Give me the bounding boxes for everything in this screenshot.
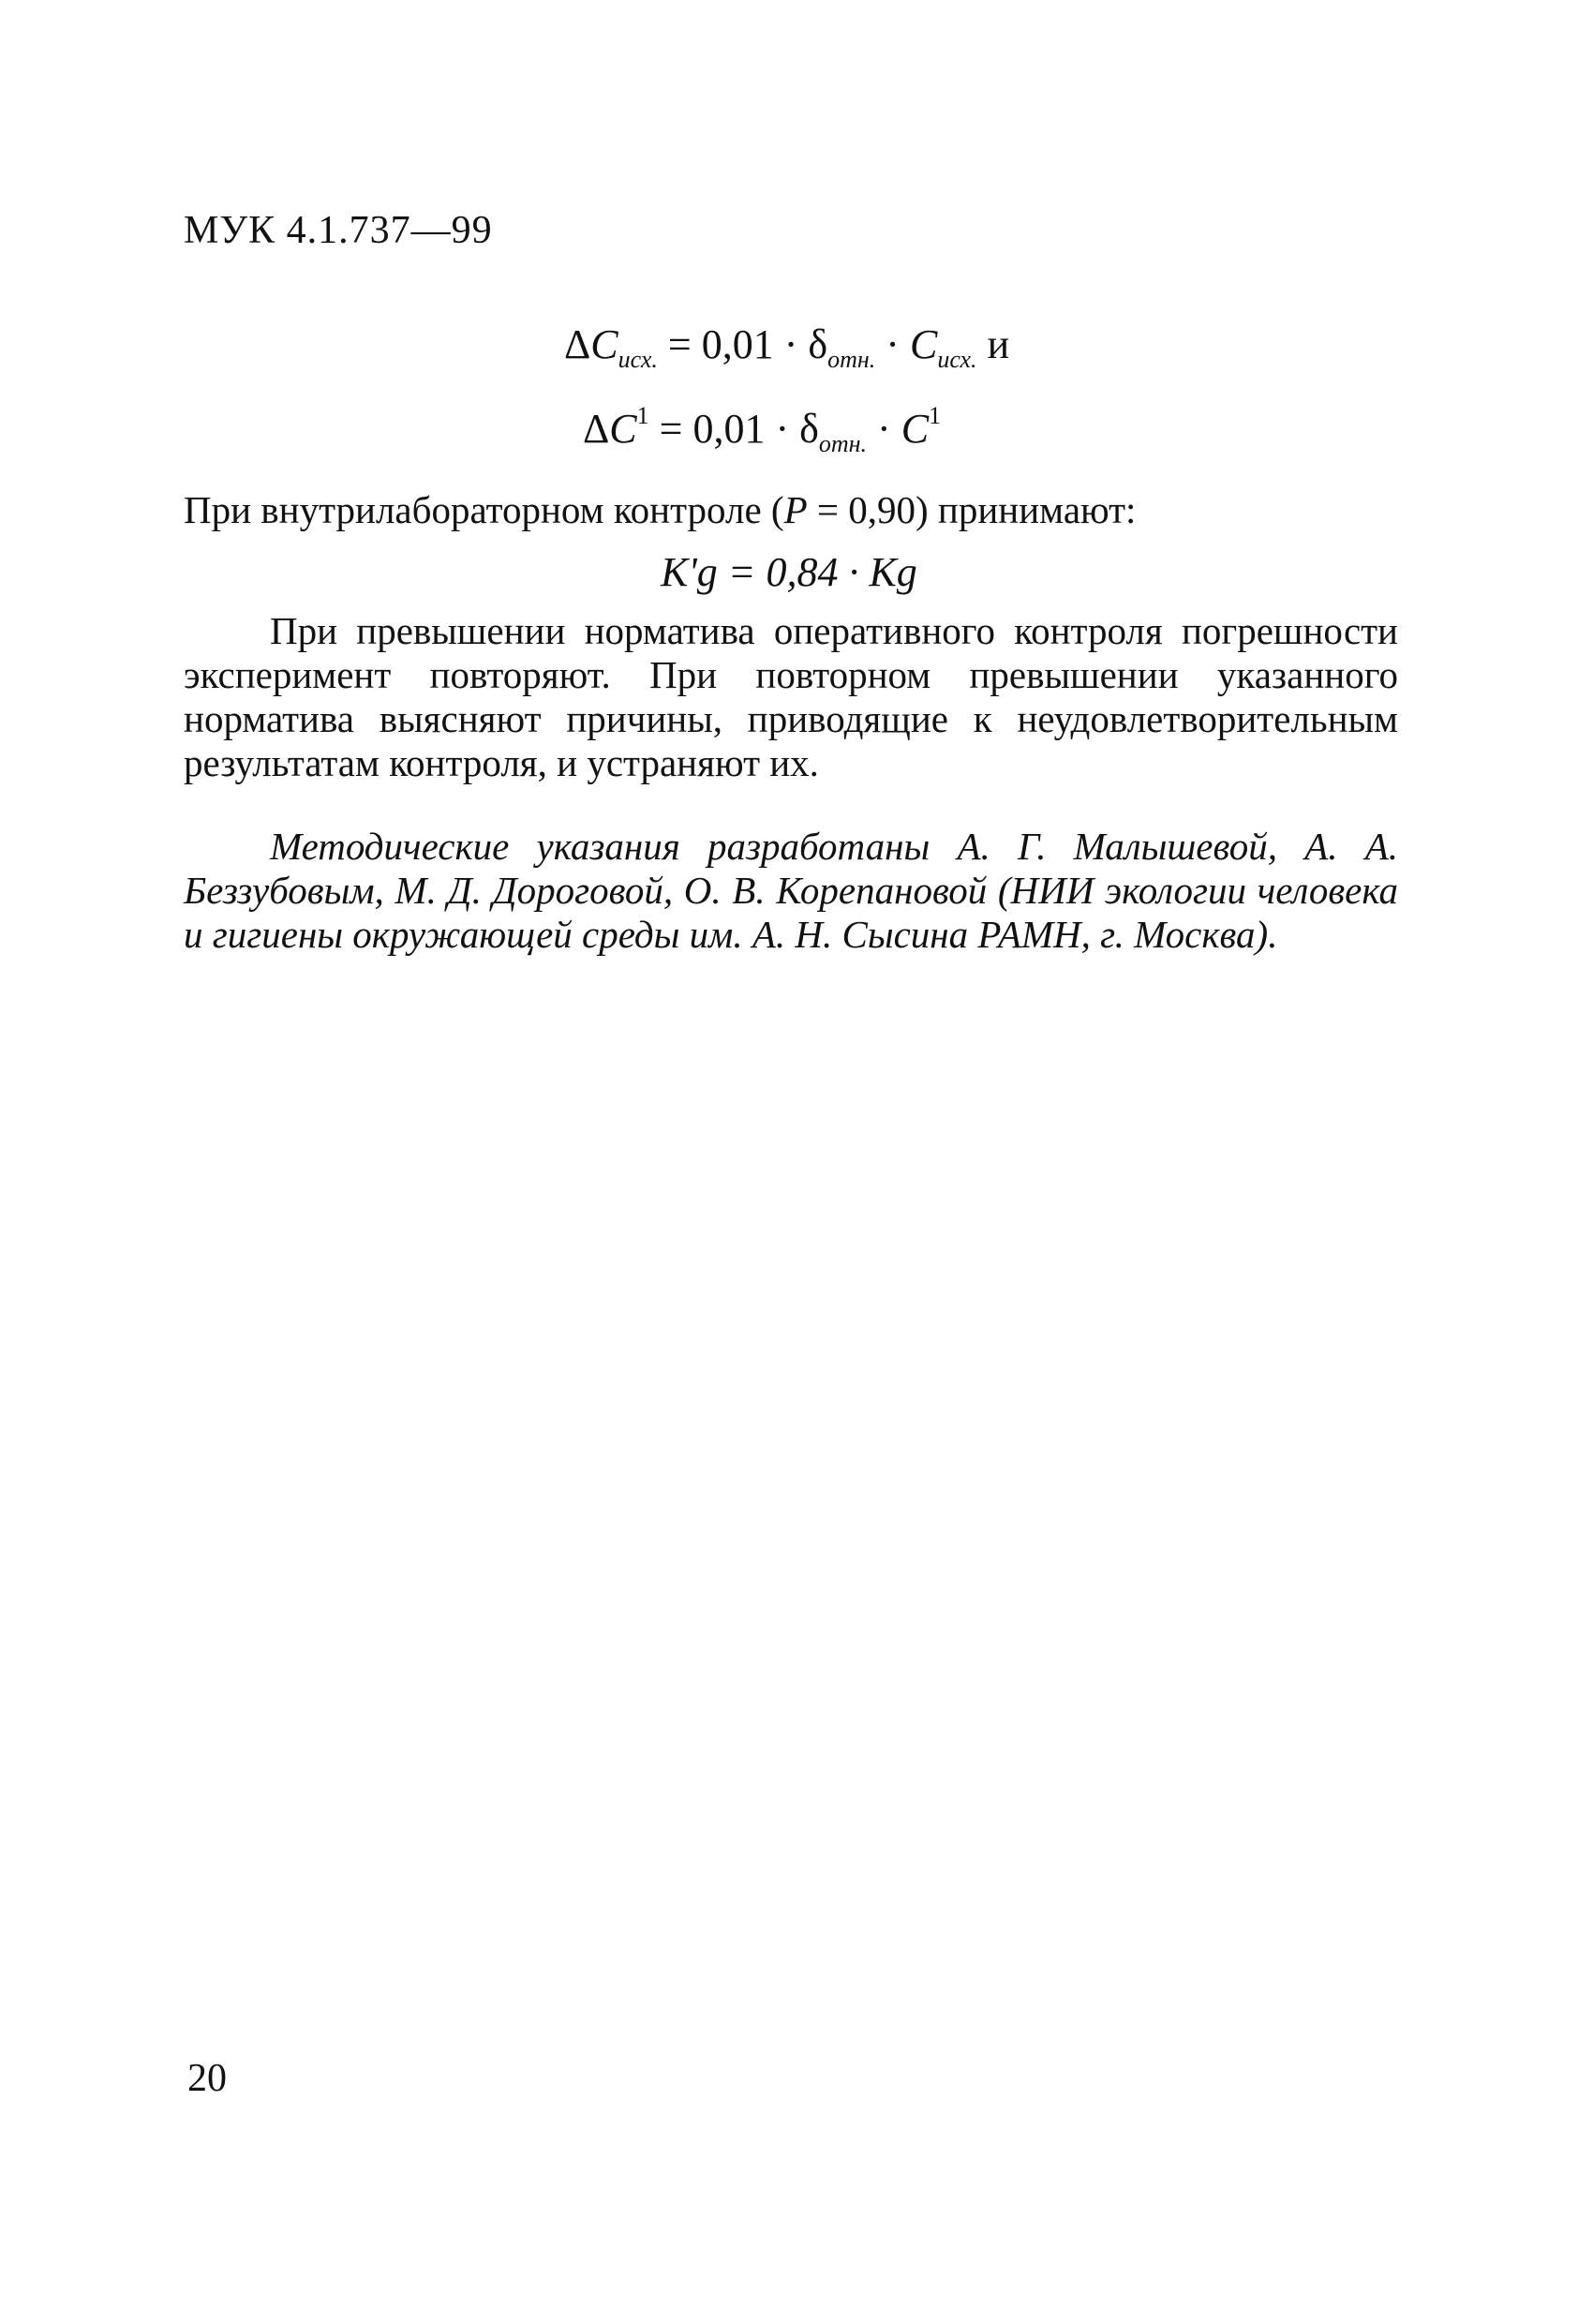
variable-c: C bbox=[609, 406, 637, 452]
variable-c: C bbox=[590, 321, 618, 367]
multiply-dot: · bbox=[867, 406, 901, 452]
subscript-relative: отн. bbox=[818, 430, 868, 457]
authors-credits: Методические указания разработаны А. Г. Малышевой, А. А. Беззубовым, М. Д. Дороговой, О. В. Корепановой (НИИ экологии человека и гигиены окружающей среды им. А. Н. Сысина РАМН, г. Москва). bbox=[184, 825, 1398, 956]
formula-delta-c-initial bbox=[564, 320, 1010, 373]
superscript-one-second: 1 bbox=[929, 402, 942, 429]
page-number: 20 bbox=[187, 2057, 227, 2100]
conjunction-and: и bbox=[976, 321, 1010, 367]
formula-delta-c-one bbox=[583, 402, 942, 457]
subscript-relative: отн. bbox=[827, 346, 876, 373]
formula-middle: = 0,01 · δ bbox=[648, 406, 819, 452]
delta-symbol: Δ bbox=[564, 321, 591, 367]
body-paragraph: При превышении норматива оперативного контроля погрешности эксперимент повторяют. При повторном превышении указанного норматива выясняют причины, приводящие к неудовлетворительным результатам контроля, и устраняют их. bbox=[184, 609, 1398, 784]
formula-kg: K'g = 0,84 · Kg bbox=[661, 549, 917, 595]
document-code-header: МУК 4.1.737—99 bbox=[184, 209, 493, 252]
variable-c-second: C bbox=[901, 406, 930, 452]
subscript-initial-second: исх. bbox=[937, 346, 977, 373]
intro-text-after: = 0,90) принимают: bbox=[807, 488, 1137, 531]
variable-p: P bbox=[783, 488, 808, 531]
delta-symbol: Δ bbox=[583, 406, 610, 452]
variable-c-second: C bbox=[909, 321, 938, 367]
superscript-one: 1 bbox=[636, 402, 649, 429]
intra-lab-control-intro bbox=[184, 487, 1136, 532]
subscript-initial: исх. bbox=[618, 346, 658, 373]
intro-text-before: При внутрилабораторном контроле ( bbox=[184, 488, 784, 531]
formula-middle: = 0,01 · δ bbox=[657, 321, 828, 367]
multiply-dot: · bbox=[875, 321, 910, 367]
